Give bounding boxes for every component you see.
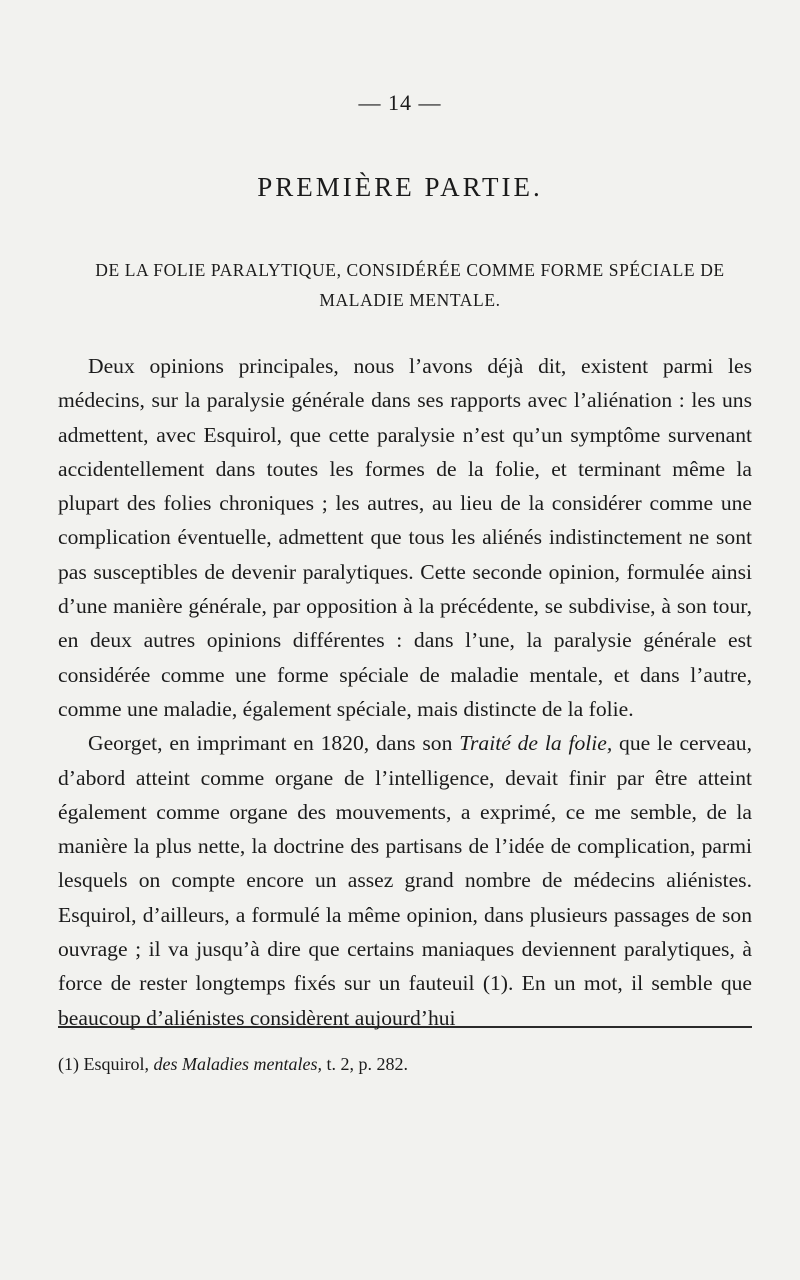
paragraph-1: Deux opinions principales, nous l’avons déjà dit, existent parmi les médecins, sur la paralysie générale dans ses rapports avec l’aliénation : les uns admettent, avec Esquirol, que cette paralysie n’est qu’un symptôme survenant accidentellement dans toutes les formes de la folie, et terminant même la plupart des folies chroniques ; les autres, au lieu de la considérer comme une complication éventuelle, admettent que tous les aliénés indistinctement ne sont pas susceptibles de devenir paralytiques. Cette seconde opinion, formulée ainsi d’une manière générale, par opposition à la précédente, se subdivise, à son tour, en deux autres opinions différentes : dans l’une, la paralysie générale est considérée comme une forme spéciale de maladie mentale, et dans l’autre, comme une maladie, également spéciale, mais distincte de la folie. bbox=[58, 354, 752, 721]
book-title: Traité de la folie, bbox=[459, 731, 613, 756]
footnote-marker: (1) bbox=[58, 1054, 79, 1074]
body-text bbox=[58, 349, 752, 1035]
paragraph-2-before-title: Georget, en imprimant en 1820, dans son bbox=[88, 731, 460, 756]
footnote-title: des Maladies mentales, bbox=[153, 1054, 322, 1074]
section-heading: DE LA FOLIE PARALYTIQUE, CONSIDÉRÉE COMME FORME SPÉCIALE DE MALADIE MENTALE. bbox=[95, 260, 725, 310]
footnote bbox=[58, 1052, 752, 1076]
paragraph-2-after-title: que le cerveau, d’abord atteint comme organe de l’intelligence, devait finir par être atteint également comme organe des mouvements, a exprimé, ce me semble, de la manière la plus nette, la doctrine des partisans de l’idée de complication, parmi lesquels on compte encore un assez grand nombre de médecins aliénistes. Esquirol, d’ailleurs, a formulé la même opinion, dans plusieurs passages de son ouvrage ; il va jusqu’à dire que certains maniaques deviennent paralytiques, à force de rester longtemps fixés sur un fauteuil (1). En un mot, il semble que beaucoup d’aliénistes considèrent aujourd’hui bbox=[58, 731, 752, 1030]
part-title: PREMIÈRE PARTIE. bbox=[257, 172, 543, 202]
paragraph-2 bbox=[58, 726, 752, 1035]
footnote-author: Esquirol, bbox=[79, 1054, 154, 1074]
footnote-divider bbox=[58, 1026, 752, 1028]
page-number: — 14 — bbox=[358, 90, 442, 115]
footnote-reference: t. 2, p. 282. bbox=[321, 1054, 408, 1074]
